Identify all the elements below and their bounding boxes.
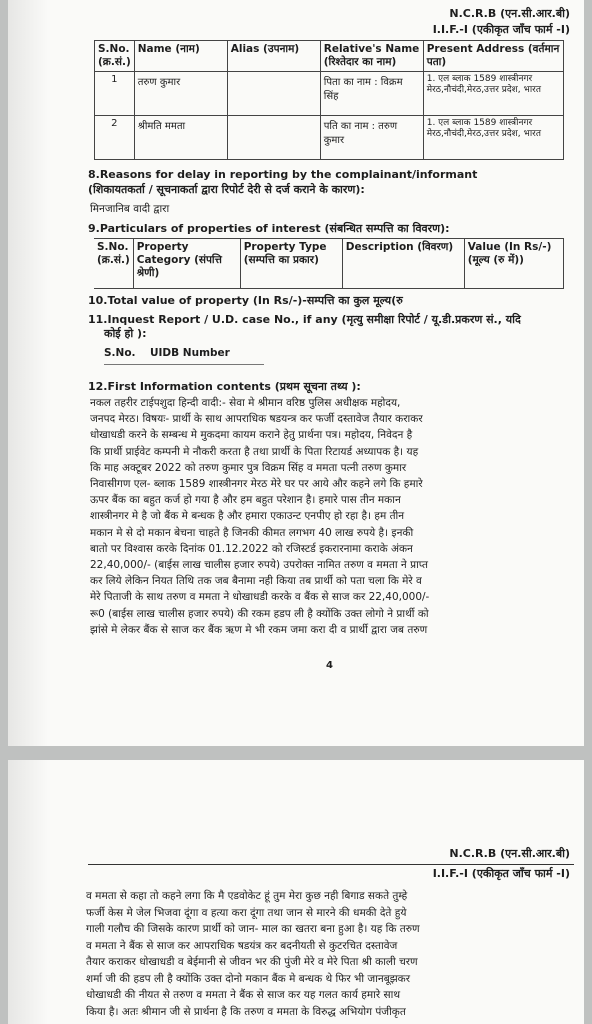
table-row (95, 72, 564, 116)
section-8-value: मिनजानिब वादी द्वारा (90, 203, 170, 215)
col-value: Value (In Rs/-) (मूल्य (रु में)) (464, 239, 563, 289)
cell-relative: पिता का नाम : विक्रम सिंह (320, 72, 423, 116)
cell-sno: 2 (95, 116, 135, 160)
text-line: तैयार कराकर धोखाधडी व बेईमानी से जीवन भर की पुंजी मेरे व मेरे पिता श्री काली चरण (86, 956, 418, 968)
cell-address: 1. एल ब्लाक 1589 शास्त्रीनगर मेरठ,नौचंदी,मेरठ,उत्तर प्रदेश, भारत (423, 72, 563, 116)
first-information-contents (90, 395, 510, 638)
col-description: Description (विवरण) (342, 239, 464, 289)
text-line: 22,40,000/- (बाईस लाख चालीस हजार रुपये) उपरोक्त नामित तरुण व ममता ने प्राप्त (90, 559, 429, 572)
header-ncrb: N.C.R.B (एन.सी.आर.बी) (449, 847, 570, 860)
cell-alias (227, 72, 320, 116)
cell-relative: पति का नाम : तरुण कुमार (320, 116, 423, 160)
col-relative: Relative's Name (रिश्तेदार का नाम) (320, 41, 423, 72)
cell-address: 1. एल ब्लाक 1589 शास्त्रीनगर मेरठ,नौचंदी,मेरठ,उत्तर प्रदेश, भारत (423, 116, 563, 160)
text-line: निवासीगण एल- ब्लाक 1589 शास्त्रीनगर मेरठ मेरे घर पर आये और कहने लगे कि हमारे (90, 478, 423, 491)
page-shadow (8, 760, 48, 1024)
text-line: गाली गलौच की जिसके कारण प्रार्थी को जान- माल का खतरा बना हुआ है। यह कि तरुण (86, 923, 420, 935)
text-line: धोखाधडी करने के सम्बन्ध मे मुकदमा कायम कराने हेतु प्रार्थना पत्र। महोदय, निवेदन है (90, 429, 413, 442)
section-10: 10.Total value of property (In Rs/-)-सम्पत्ति का कुल मूल्य(रु (88, 294, 403, 307)
text-line: मकान मे से दो मकान बेचना चाहते है जिनकी कीमत लगभग 40 लाख रुपये है। इनकी (90, 526, 414, 539)
col-address: Present Address (वर्तमान पता) (423, 41, 563, 72)
header-form-title: I.I.F.-I (एकीकृत जाँच फार्म -I) (432, 867, 570, 880)
text-line: मेरे पिताजी के साथ तरुण व ममता ने धोखाधडी करके व बैंक से साज कर 22,40,000/- (90, 591, 430, 604)
inquest-table-header (104, 344, 264, 365)
cell-alias (227, 116, 320, 160)
section-11-title: 11.Inquest Report / U.D. case No., if any (मृत्यु समीक्षा रिपोर्ट / यू.डी.प्रकरण सं., यदि (88, 313, 521, 326)
text-line: फर्जी केस मे जेल भिजवा दूंगा व हत्या करा दूंगा तथा जान से मारने की धमकी देते हुये (86, 906, 407, 919)
cell-name: श्रीमति ममता (134, 116, 227, 160)
col-sno: S.No. (104, 347, 136, 359)
property-table (94, 238, 564, 289)
text-line: शास्त्रीनगर मे है जो बैंक मे बन्धक है और हमारा एकाउन्ट एनपीए हो रहा है। हम तीन (90, 510, 405, 523)
section-8-title: 8.Reasons for delay in reporting by the complainant/informant (88, 168, 478, 181)
cell-sno: 1 (95, 72, 135, 116)
section-9-title: 9.Particulars of properties of interest (संबन्धित सम्पत्ति का विवरण): (88, 222, 450, 235)
property-table-header (94, 239, 564, 289)
table-row (95, 116, 564, 160)
text-line: किया है। अतः श्रीमान जी से प्रार्थना है कि तरुण व ममता के विरुद्ध अभियोग पंजीकृत (86, 1005, 406, 1018)
text-line: शर्मा जी की हडप ली है क्योंकि उक्त दोनो मकान बैंक मे बन्धक थे फिर भी जानबूझकर (86, 972, 411, 985)
section-11-title-cont: कोई हो ): (104, 327, 147, 340)
text-line: धोखाधडी की नीयत से तरुण व ममता ने बैंक से साज कर यह गलत कार्य हमारे साथ (86, 989, 401, 1001)
page-shadow (8, 0, 48, 746)
text-line: जनपद मेरठ। विषयः- प्रार्थी के साथ आपराधिक षडयन्त्र कर फर्जी दस्तावेज तैयार कराकर (90, 413, 423, 426)
col-alias: Alias (उपनाम) (227, 41, 320, 72)
text-line: व ममता से कहा तो कहने लगा कि मै एडवोकेट हूं तुम मेरा कुछ नही बिगाड सकते तुम्हे (86, 890, 408, 902)
text-line: कर लिये लेकिन नियत तिथि तक जब बैनामा नही किया तब प्रार्थी को पता चला कि मेरे व (90, 575, 422, 588)
document-page-2 (8, 760, 584, 1024)
text-line: झांसे मे लेकर बैंक से साज कर बैंक ऋण मे भी रकम जमा करा दी व प्रार्थी द्वारा जब तरुण (90, 623, 428, 636)
first-information-continued (86, 888, 516, 1020)
text-line: ऊपर बैंक का बहुत कर्ज हो गया है और हम बहुत परेशान है। हमारे पास तीन मकान (90, 494, 401, 507)
header-ncrb: N.C.R.B (एन.सी.आर.बी) (449, 7, 570, 20)
col-name: Name (नाम) (134, 41, 227, 72)
col-uidb-number: UIDB Number (150, 347, 230, 359)
document-page-1 (8, 0, 584, 746)
text-line: बातो पर विश्वास करके दिनांक 01.12.2022 को रजिस्टर्ड इकरारनामा कराके अंकन (90, 542, 413, 555)
section-8-subtitle: (शिकायतकर्ता / सूचनाकर्ता द्वारा रिपोर्ट देरी से दर्ज कराने के कारण): (88, 183, 365, 196)
text-line: कि माह अक्टूबर 2022 को तरुण कुमार पुत्र विक्रम सिंह व ममता पत्नी तरुण कुमार (90, 461, 407, 474)
section-12-title: 12.First Information contents (प्रथम सूचना तथ्य ): (88, 380, 361, 393)
text-line: व ममता ने बैंक से साज कर आपराधिक षडयंत्र कर बदनीयती से कुटरचित दस्तावेज (86, 939, 398, 952)
page-number: 4 (326, 660, 333, 671)
col-property-category: Property Category (संपत्ति श्रेणी) (133, 239, 240, 289)
cell-name: तरुण कुमार (134, 72, 227, 116)
accused-table (94, 40, 564, 160)
col-sno: S.No. (क्र.सं.) (94, 239, 133, 289)
col-sno: S.No. (क्र.सं.) (95, 41, 135, 72)
col-property-type: Property Type (सम्पत्ति का प्रकार) (240, 239, 342, 289)
header-rule (88, 864, 574, 865)
text-line: कि प्रार्थी प्राईवेट कम्पनी मे नौकरी करता है तथा प्रार्थी के पिता रिटायर्ड अध्यापक है। यह (90, 445, 419, 458)
accused-table-header (95, 41, 564, 72)
text-line: रू0 (बाईस लाख चालीस हजार रुपये) की रकम हडप ली है क्योंकि उक्त लोगो ने प्रार्थी को (90, 607, 429, 620)
text-line: नकल तहरीर टाईपशुदा हिन्दी वादी:- सेवा मे श्रीमान वरिष्ठ पुलिस अधीक्षक महोदय, (90, 397, 401, 409)
header-form-title: I.I.F.-I (एकीकृत जाँच फार्म -I) (432, 23, 570, 36)
